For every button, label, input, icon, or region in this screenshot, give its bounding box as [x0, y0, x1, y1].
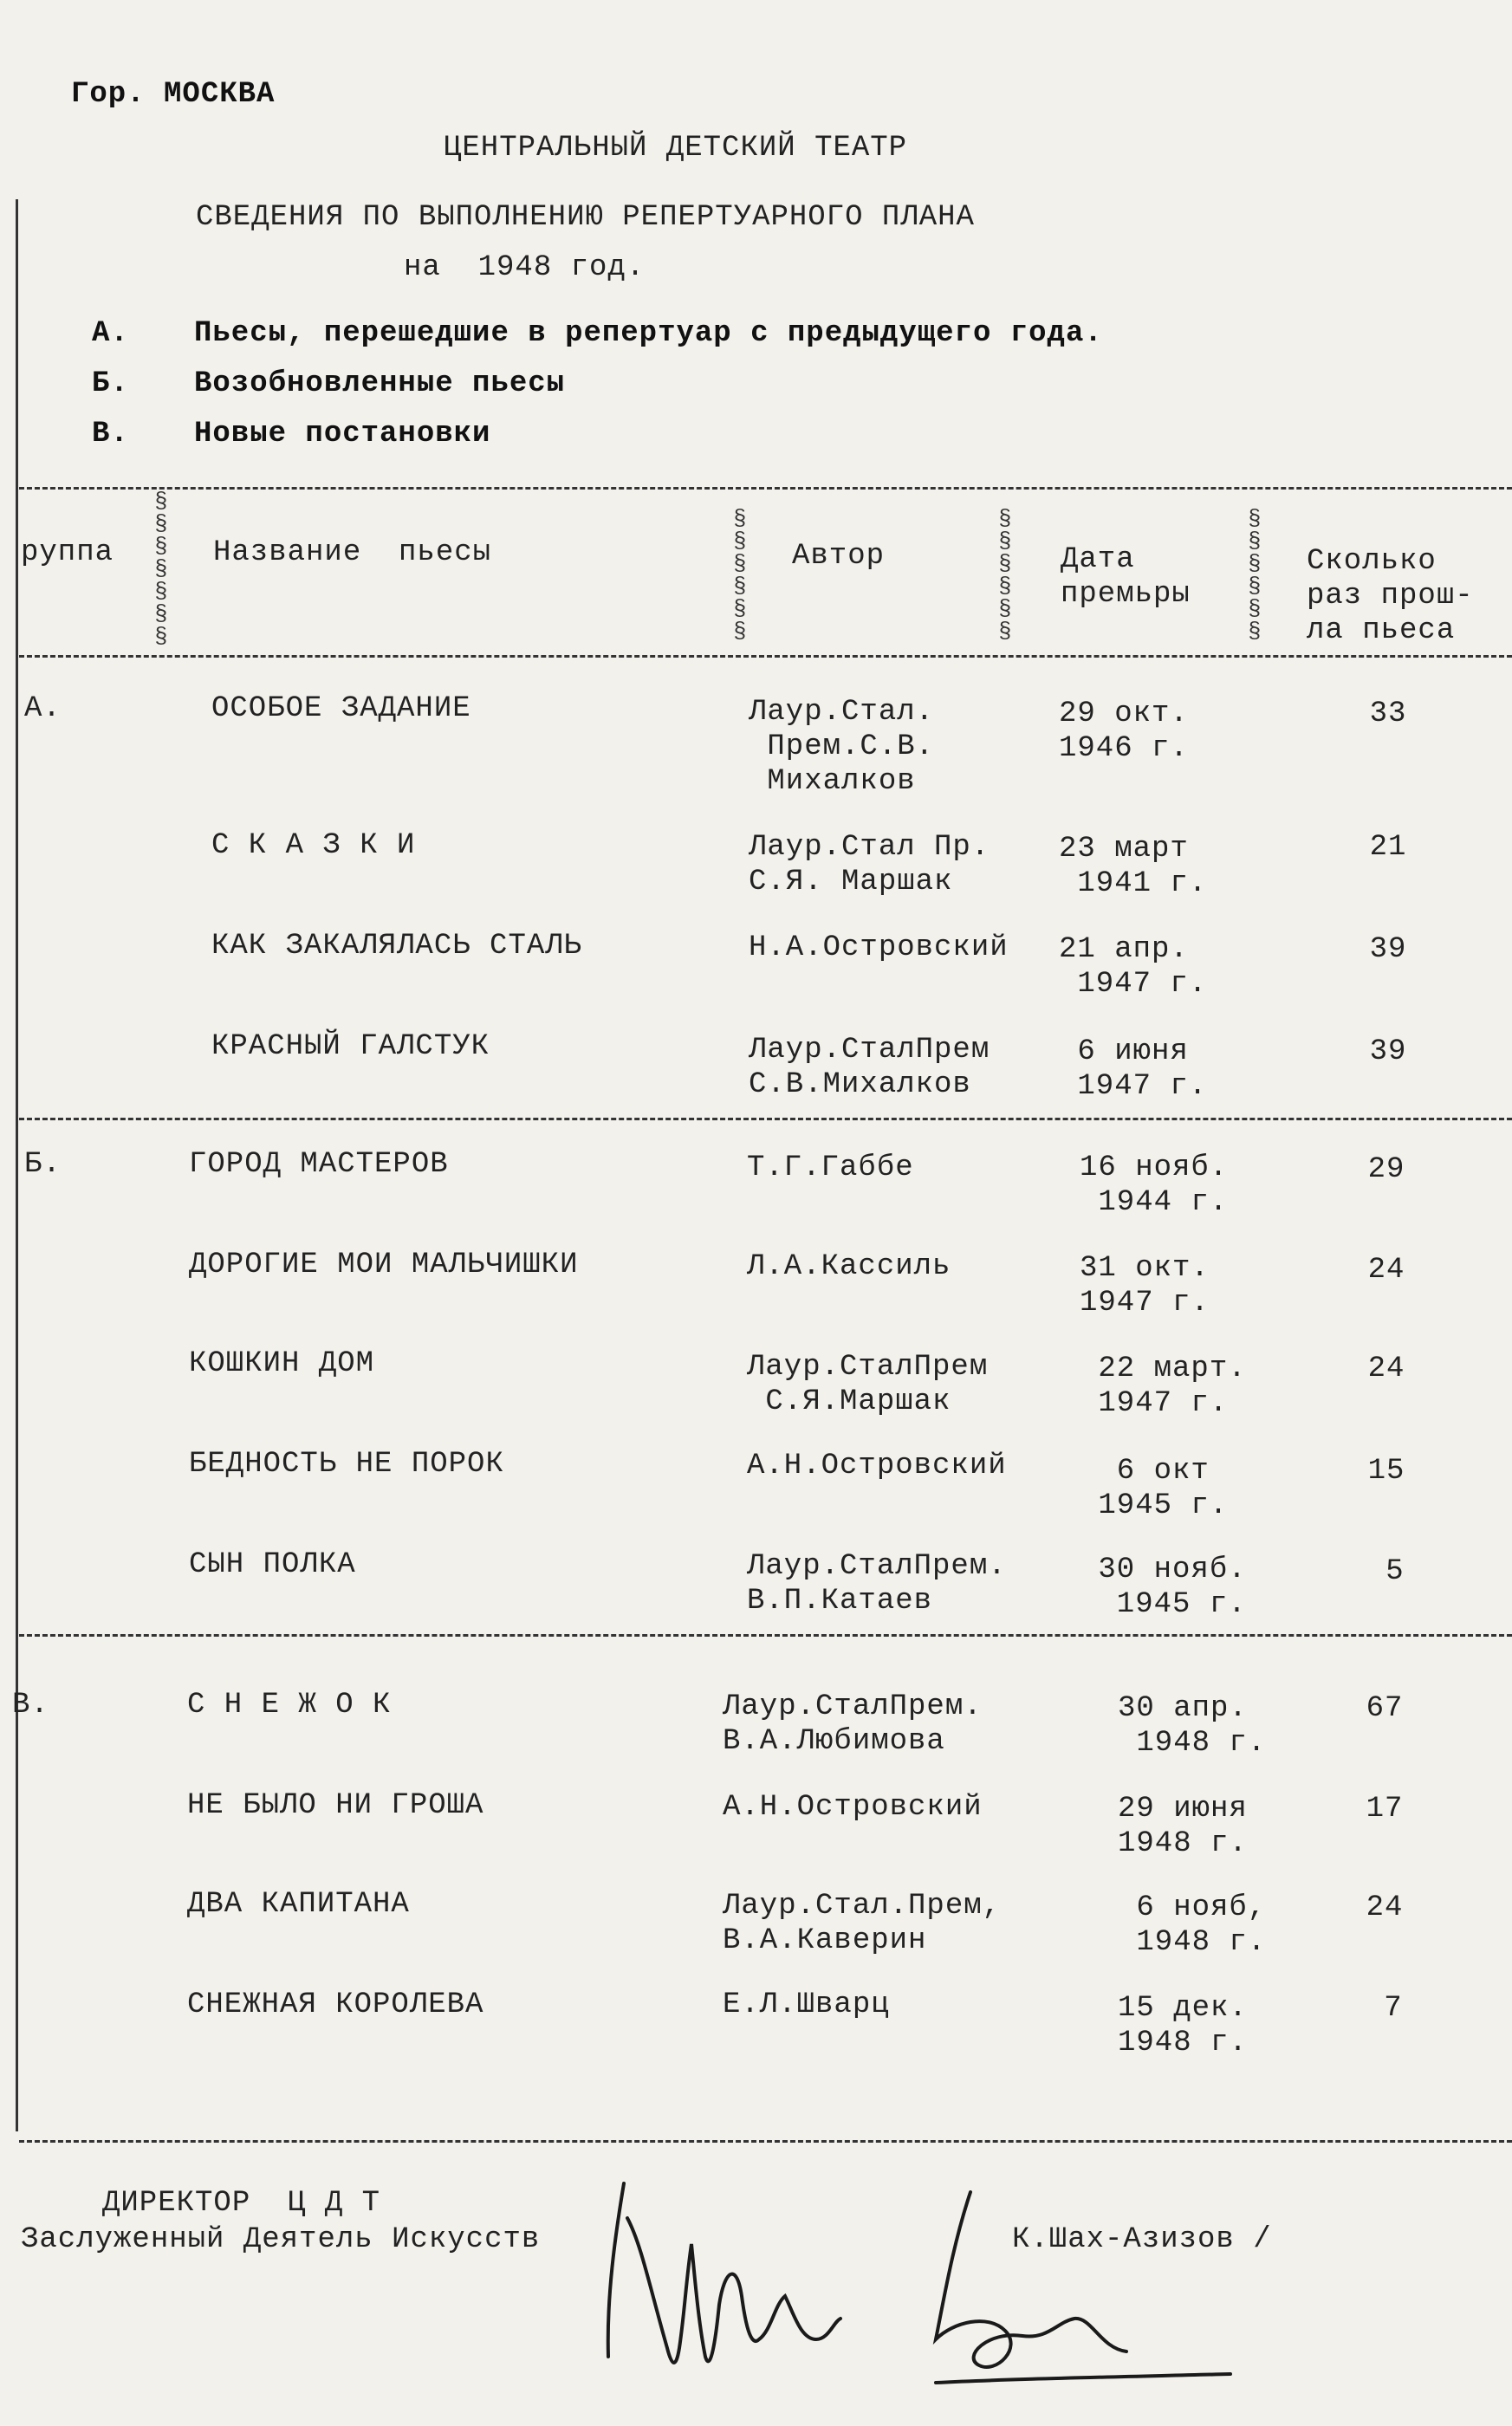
- play-author: Е.Л.Шварц: [723, 1988, 890, 2021]
- performance-count: 29: [1367, 1153, 1405, 1186]
- director-honor: Заслуженный Деятель Искусств: [21, 2223, 541, 2256]
- performance-count: 39: [1369, 933, 1407, 966]
- column-separator: § § § § § §: [733, 506, 748, 645]
- play-name: БЕДНОСТЬ НЕ ПОРОК: [189, 1448, 504, 1481]
- play-author: Лаур.Стал. Прем.С.В. Михалков: [749, 696, 935, 798]
- column-separator: § § § § § §: [998, 506, 1013, 645]
- left-margin-line: [16, 199, 18, 2131]
- play-name: СНЕЖНАЯ КОРОЛЕВА: [187, 1988, 484, 2021]
- header-date: Дата премьры: [1061, 543, 1191, 611]
- play-author: Н.А.Островский: [749, 931, 1009, 964]
- play-author: А.Н.Островский: [747, 1450, 1007, 1482]
- table-header-rule: [19, 655, 1512, 658]
- play-name: НЕ БЫЛО НИ ГРОША: [187, 1789, 484, 1822]
- play-name: С К А З К И: [211, 829, 416, 862]
- play-author: Лаур.СталПрем. В.А.Любимова: [723, 1690, 983, 1758]
- performance-count: 24: [1367, 1254, 1405, 1287]
- section-divider: [19, 1634, 1512, 1637]
- theatre-name: ЦЕНТРАЛЬНЫЙ ДЕТСКИЙ ТЕАТР: [444, 132, 908, 165]
- premiere-date: 6 нояб, 1948 г.: [1136, 1891, 1267, 1959]
- header-group: руппа: [21, 536, 114, 569]
- premiere-date: 29 июня 1948 г.: [1118, 1793, 1248, 1860]
- play-author: Лаур.СталПрем С.Я.Маршак: [747, 1351, 989, 1418]
- director-title: ДИРЕКТОР Ц Д Т: [102, 2187, 381, 2220]
- document-title: СВЕДЕНИЯ ПО ВЫПОЛНЕНИЮ РЕПЕРТУАРНОГО ПЛАНА: [196, 201, 975, 234]
- premiere-date: 22 март. 1947 г.: [1098, 1352, 1247, 1420]
- performance-count: 7: [1384, 1992, 1403, 2025]
- play-name: ОСОБОЕ ЗАДАНИЕ: [211, 692, 471, 725]
- city-line: Гор. МОСКВА: [71, 78, 276, 111]
- legend-text-a: Пьесы, перешедшие в репертуар с предыдущего года.: [194, 317, 1103, 350]
- legend-key-a: А.: [92, 317, 129, 350]
- premiere-date: 15 дек. 1948 г.: [1118, 1992, 1248, 2060]
- play-name: ДОРОГИЕ МОИ МАЛЬЧИШКИ: [189, 1249, 579, 1281]
- section-group-label: В.: [12, 1689, 49, 1722]
- legend-key-v: В.: [92, 418, 129, 451]
- premiere-date: 16 нояб. 1944 г.: [1080, 1151, 1229, 1219]
- premiere-date: 21 апр. 1947 г.: [1059, 933, 1208, 1001]
- play-name: КАК ЗАКАЛЯЛАСЬ СТАЛЬ: [211, 930, 583, 963]
- legend-text-b: Возобновленные пьесы: [194, 367, 566, 400]
- table-bottom-rule: [19, 2140, 1512, 2143]
- performance-count: 24: [1366, 1891, 1404, 1924]
- premiere-date: 23 март 1941 г.: [1059, 833, 1208, 900]
- director-signature: [589, 2166, 1248, 2400]
- legend-key-b: Б.: [92, 367, 129, 400]
- director-name: К.Шах-Азизов /: [1012, 2223, 1272, 2256]
- column-separator: § § § § § §: [1248, 506, 1262, 645]
- performance-count: 24: [1367, 1352, 1405, 1385]
- table-top-rule: [19, 487, 1512, 490]
- play-author: А.Н.Островский: [723, 1791, 983, 1824]
- year-line: на 1948 год.: [404, 251, 646, 284]
- play-name: СЫН ПОЛКА: [189, 1548, 356, 1581]
- section-group-label: А.: [24, 692, 62, 725]
- header-count: Сколько раз прош- ла пьеса: [1307, 545, 1474, 647]
- performance-count: 67: [1366, 1692, 1404, 1725]
- column-separator: § § § § § § §: [154, 489, 169, 650]
- play-name: С Н Е Ж О К: [187, 1689, 392, 1722]
- performance-count: 33: [1369, 697, 1407, 730]
- play-name: ДВА КАПИТАНА: [187, 1888, 410, 1921]
- performance-count: 5: [1385, 1555, 1405, 1588]
- performance-count: 39: [1369, 1035, 1407, 1068]
- performance-count: 15: [1367, 1455, 1405, 1488]
- performance-count: 17: [1366, 1793, 1404, 1826]
- play-author: Лаур.СталПрем С.В.Михалков: [749, 1034, 990, 1101]
- play-author: Лаур.СталПрем. В.П.Катаев: [747, 1550, 1007, 1618]
- legend-text-v: Новые постановки: [194, 418, 491, 451]
- play-author: Л.А.Кассиль: [747, 1250, 951, 1283]
- play-name: ГОРОД МАСТЕРОВ: [189, 1148, 449, 1181]
- header-author: Автор: [792, 540, 886, 573]
- section-group-label: Б.: [24, 1148, 62, 1181]
- play-author: Лаур.Стал.Прем, В.А.Каверин: [723, 1890, 1002, 1957]
- play-name: КОШКИН ДОМ: [189, 1347, 375, 1380]
- premiere-date: 30 апр. 1948 г.: [1118, 1692, 1267, 1760]
- section-divider: [19, 1118, 1512, 1120]
- play-author: Т.Г.Габбе: [747, 1151, 914, 1184]
- performance-count: 21: [1369, 831, 1407, 864]
- premiere-date: 29 окт. 1946 г.: [1059, 697, 1189, 765]
- premiere-date: 30 нояб. 1945 г.: [1098, 1554, 1247, 1621]
- premiere-date: 6 июня 1947 г.: [1077, 1035, 1208, 1103]
- premiere-date: 6 окт 1945 г.: [1098, 1455, 1229, 1522]
- header-name: Название пьесы: [213, 536, 492, 569]
- play-author: Лаур.Стал Пр. С.Я. Маршак: [749, 831, 990, 898]
- play-name: КРАСНЫЙ ГАЛСТУК: [211, 1030, 490, 1063]
- premiere-date: 31 окт. 1947 г.: [1080, 1252, 1210, 1320]
